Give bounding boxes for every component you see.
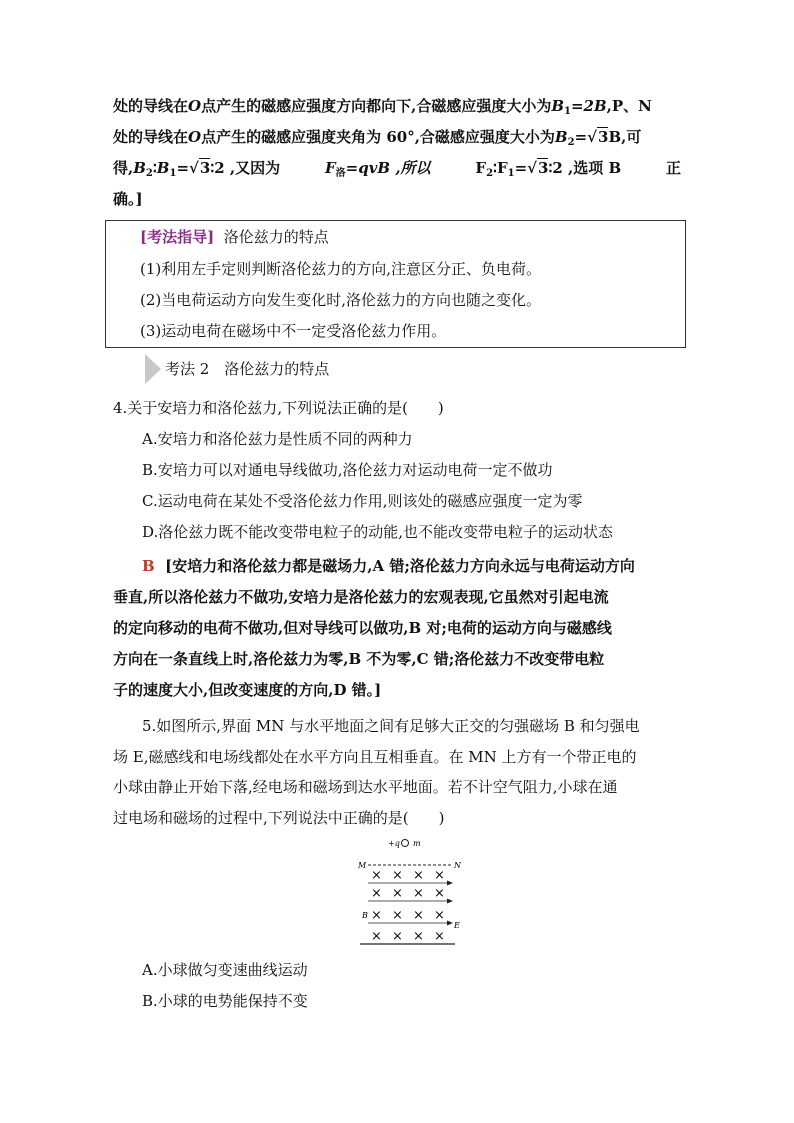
text-line-2: 处的导线在O点产生的磁感应强度夹角为 60°,合磁感应强度大小为$B_2=√3B$,可 [113, 128, 642, 148]
text-fragment: $F_2∶F_1=√3∶2$ ,选项 B [475, 159, 622, 179]
q4-option-c: C.运动电荷在某处不受洛伦兹力作用,则该处的磁感应强度一定为零 [142, 492, 583, 510]
equation: =qvB ,所以 [345, 159, 431, 177]
equation: =2B [570, 97, 607, 115]
cross-icon: × [413, 929, 424, 944]
mass-label: m [413, 839, 421, 848]
subscript: 2 [145, 168, 153, 179]
q5-stem-line-2: 场 E,磁感线和电场线都处在水平方向且互相垂直。在 MN 上方有一个带正电的 [113, 748, 637, 766]
text-fragment: 正 [665, 159, 681, 177]
text-fragment: ∶2 ,选项 B [548, 159, 622, 177]
cross-icon: × [392, 908, 403, 923]
charge-label: +q [388, 839, 400, 848]
cross-icon: × [392, 929, 403, 944]
section-title: 考法 2 洛伦兹力的特点 [165, 360, 330, 378]
text-fragment: ∶ [152, 159, 157, 177]
cross-icon: × [371, 908, 382, 923]
text-fragment: 得, [113, 159, 134, 177]
text-line-4: 确。] [113, 190, 143, 208]
tip-box [105, 220, 686, 348]
cross-icon: × [371, 929, 382, 944]
cross-icon: × [413, 868, 424, 883]
q5-stem-line-1: 5.如图所示,界面 MN 与水平地面之间有足够大正交的匀强磁场 B 和匀强电 [142, 717, 640, 735]
arrow-right-icon [447, 881, 453, 886]
ball-icon [402, 840, 409, 847]
text-fragment: B,可 [608, 128, 642, 146]
cross-row-2 [371, 886, 445, 901]
tip-item-2: (2)当电荷运动方向发生变化时,洛伦兹力的方向也随之变化。 [140, 291, 542, 309]
cross-row-3 [371, 908, 445, 923]
cross-icon: × [434, 929, 445, 944]
cross-icon: × [371, 886, 382, 901]
point-o: O [188, 128, 202, 146]
symbol-f1: F [496, 159, 508, 177]
tip-item-3: (3)运动电荷在磁场中不一定受洛伦兹力作用。 [140, 322, 447, 340]
q5-stem-line-3: 小球由静止开始下落,经电场和磁场到达水平地面。若不计空气阻力,小球在通 [113, 778, 618, 796]
subscript: 1 [564, 106, 571, 117]
cross-icon: × [413, 908, 424, 923]
cross-icon: × [371, 868, 382, 883]
text-line-3 [113, 158, 681, 184]
label-m: M [358, 861, 367, 870]
symbol-b1: B [156, 159, 170, 177]
cross-row-4 [371, 929, 445, 944]
q4-option-a: A.安培力和洛伦兹力是性质不同的两种力 [142, 430, 413, 448]
symbol-b2: B [554, 128, 568, 146]
text-fragment: = [574, 128, 588, 146]
cross-icon: × [434, 908, 445, 923]
q5-option-a: A.小球做匀变速曲线运动 [142, 961, 308, 979]
q4-explanation-line-3: 的定向移动的电荷不做功,但对导线可以做功,B 对;电荷的运动方向与磁感线 [113, 619, 612, 637]
explanation-text: [安培力和洛伦兹力都是磁场力,A 错;洛伦兹力方向永远与电荷运动方向 [165, 557, 635, 575]
tip-box-header [140, 227, 329, 247]
symbol-b1: B [551, 97, 565, 115]
cross-icon: × [434, 886, 445, 901]
subscript: 2 [486, 168, 494, 179]
text-fragment: ∶2 ,又因为 [210, 159, 281, 177]
field-diagram [355, 836, 475, 948]
subscript: 2 [567, 137, 575, 148]
text-fragment: 得$,B_2∶B_1=√3∶2$ ,又因为 [113, 159, 281, 179]
label-b: B [362, 911, 368, 920]
q5-option-b: B.小球的电势能保持不变 [142, 992, 308, 1010]
label-n: N [454, 861, 461, 870]
subscript: 洛 [335, 168, 346, 179]
cross-icon: × [392, 886, 403, 901]
symbol-b2: B [133, 159, 146, 177]
q4-answer: B [142, 557, 155, 575]
text-fragment: 点产生的磁感应强度方向都向下,合磁感应强度大小为 [201, 97, 552, 115]
sqrt-value: 3 [199, 159, 211, 177]
q4-explanation-line-5: 子的速度大小,但改变速度的方向,D 错。] [113, 681, 382, 699]
point-o: O [188, 97, 202, 115]
cross-row-1 [371, 868, 445, 883]
cross-icon: × [413, 886, 424, 901]
sqrt-value: 3 [538, 159, 549, 177]
text-fragment: ,P、N [606, 97, 652, 115]
text-line-1 [113, 96, 652, 122]
text-fragment: = [176, 159, 190, 177]
text-fragment: ∶ [493, 159, 497, 177]
q4-option-b: B.安培力可以对通电导线做功,洛伦兹力对运动电荷一定不做功 [142, 461, 553, 479]
q4-explanation-line-1 [142, 556, 635, 576]
tip-item-1: (1)利用左手定则判断洛伦兹力的方向,注意区分正、负电荷。 [140, 260, 542, 278]
q5-stem-line-4: 过电场和磁场的过程中,下列说法中正确的是( ) [113, 809, 445, 827]
arrow-right-icon [447, 899, 453, 904]
arrow-marker-icon [143, 354, 163, 384]
sqrt-value: 3 [598, 128, 609, 146]
text-fragment: 点产生的磁感应强度夹角为 60°,合磁感应强度大小为 [201, 128, 555, 146]
q4-explanation-line-2: 垂直,所以洛伦兹力不做功,安培力是洛伦兹力的宏观表现,它虽然对引起电流 [113, 588, 609, 606]
text-fragment: 处的导线在 [113, 97, 189, 115]
arrow-right-icon [447, 921, 453, 926]
text-fragment [325, 158, 431, 184]
symbol-f: F [324, 159, 336, 177]
q4-stem: 4.关于安培力和洛伦兹力,下列说法正确的是( ) [113, 399, 444, 417]
label-e: E [454, 921, 460, 930]
cross-icon: × [392, 868, 403, 883]
subscript: 1 [169, 168, 177, 179]
subscript: 1 [507, 168, 515, 179]
tip-tag: [考法指导] [140, 228, 215, 246]
text-fragment: 处的导线在 [113, 128, 189, 146]
q4-option-d: D.洛伦兹力既不能改变带电粒子的动能,也不能改变带电粒子的运动状态 [142, 523, 614, 541]
cross-icon: × [434, 868, 445, 883]
q4-explanation-line-4: 方向在一条直线上时,洛伦兹力为零,B 不为零,C 错;洛伦兹力不改变带电粒 [113, 650, 605, 668]
tip-title: 洛伦兹力的特点 [223, 228, 329, 246]
text-fragment: = [514, 159, 528, 177]
symbol-f2: F [475, 159, 487, 177]
